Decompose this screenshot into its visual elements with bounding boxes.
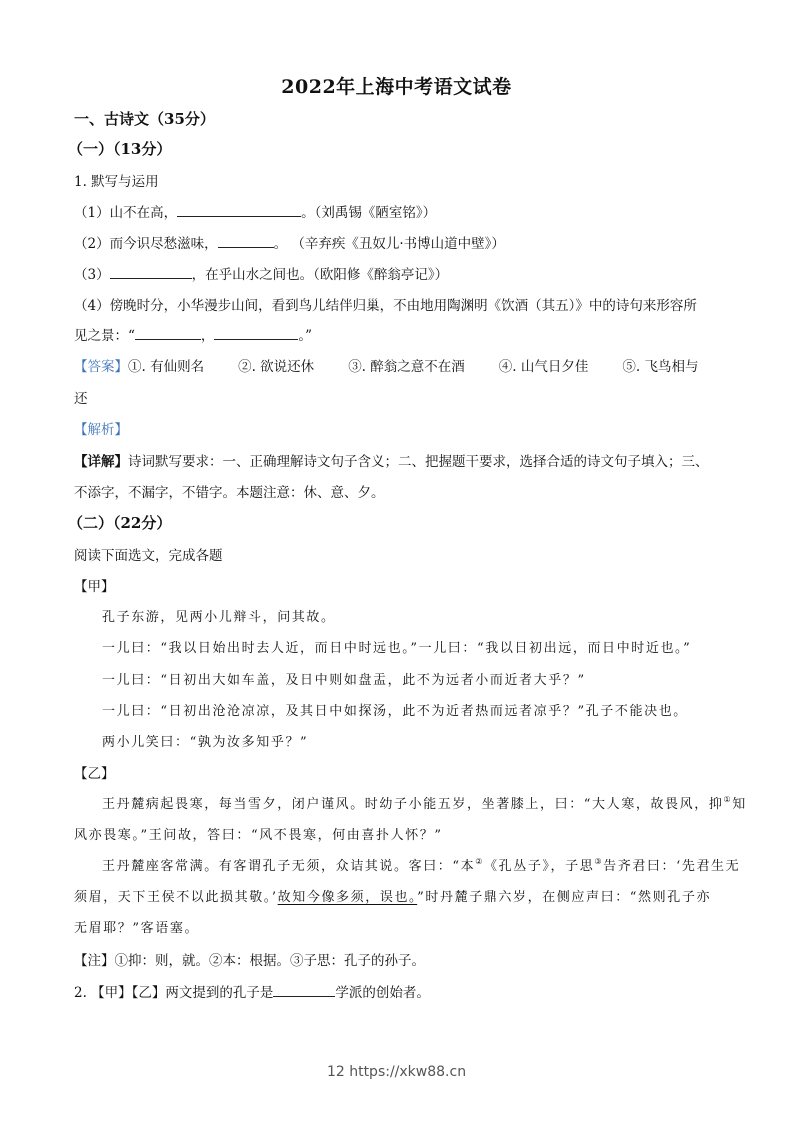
notes: 【注】①抑：则，就。②本：根据。③子思：孔子的孙子。	[74, 953, 425, 969]
section-heading: 一、古诗文（35分）	[74, 110, 215, 128]
passage-line: 一儿曰：“我以日始出时去人近，而日中时远也。”一儿曰：“我以日初出远，而日中时近也。”	[102, 641, 692, 656]
analysis-detail-cont: 不添字，不漏字，不错字。本题注意：休、意、夕。	[74, 485, 385, 501]
passage-line: 王丹麓座客常满。有客谓孔子无须，众诘其说。客曰：“本②《孔丛子》，子思③告齐君曰：‘先君生无	[102, 857, 741, 874]
answer-blank	[214, 327, 298, 340]
answer-blank	[110, 266, 192, 279]
passage-line: 孔子东游，见两小儿辩斗，问其故。	[102, 610, 336, 625]
answer-blank	[135, 327, 201, 340]
passage-line: 无眉耶？”客语塞。	[74, 921, 200, 936]
answer-blank	[218, 235, 274, 248]
instruction: 阅读下面选文，完成各题	[74, 548, 223, 564]
page-footer: 12 https://xkw88.cn	[326, 1064, 467, 1080]
footnote-marker: ①	[723, 795, 733, 804]
passage-line: 一儿曰：“日初出沧沧凉凉，及其日中如探汤，此不为近者热而远者凉乎？”孔子不能决也。	[102, 704, 688, 719]
footnote-marker: ③	[594, 857, 604, 866]
question-item: （4）傍晚时分，小华漫步山间，看到鸟儿结伴归巢，不由地用陶渊明《饮酒（其五）》中的诗句来形容所	[74, 298, 697, 314]
underlined-sentence: 故知今像多须，误也。	[277, 890, 418, 905]
question-item: （1）山不在高， 。（刘禹锡《陋室铭》）	[74, 205, 437, 221]
footnote-marker: ②	[475, 857, 485, 866]
part-heading: （一）（13分）	[68, 140, 172, 158]
passage-label: 【乙】	[74, 766, 115, 782]
question-item: （3） ，在乎山水之间也。（欧阳修《醉翁亭记》）	[74, 267, 449, 283]
passage-line: 王丹麓病起畏寒，每当雪夕，闭户谨风。时幼子小能五岁，坐著膝上，曰：“大人寒，故畏风，抑①知	[102, 795, 747, 812]
passage-line: 风亦畏寒。”王问故，答曰：“风不畏寒，何由喜扑人怀？”	[74, 828, 443, 843]
answer-blank	[177, 204, 301, 217]
analysis-detail: 【详解】诗词默写要求：一、正确理解诗文句子含义；二、把握题干要求，选择合适的诗文句子填入；三、	[74, 454, 709, 470]
answer-row: 【答案】①. 有仙则名 ②. 欲说还休 ③. 醉翁之意不在酒 ④. 山气日夕佳 ⑤. 飞鸟相与	[74, 359, 699, 375]
analysis-label: 【解析】	[74, 422, 128, 438]
question-item: （2）而今识尽愁滋味， 。 （辛弃疾《丑奴儿·书博山道中壁》）	[74, 236, 505, 252]
answer-label: 【答案】	[74, 359, 128, 375]
question-item-cont: 见之景：“ ， 。”	[74, 328, 313, 344]
passage-line: 一儿曰：“日初出大如车盖，及日中则如盘盂，此不为远者小而近者大乎？”	[102, 673, 586, 688]
page-title: 2022年上海中考语文试卷	[281, 76, 512, 98]
answer-blank	[273, 984, 335, 997]
passage-line: 须眉，天下王侯不以此损其敬。’故知今像多须，误也。”时丹麓子鼎六岁，在侧应声曰：“然则孔子亦	[74, 890, 712, 905]
question-label: 1. 默写与运用	[74, 174, 159, 190]
answer-wrap: 还	[74, 391, 88, 407]
passage-line: 两小儿笑曰：“孰为汝多知乎？”	[102, 735, 309, 750]
part-heading: （二）（22分）	[68, 514, 172, 532]
question-2: 2. 【甲】【乙】两文提到的孔子是 学派的创始者。	[74, 985, 430, 1001]
passage-label: 【甲】	[74, 579, 115, 595]
